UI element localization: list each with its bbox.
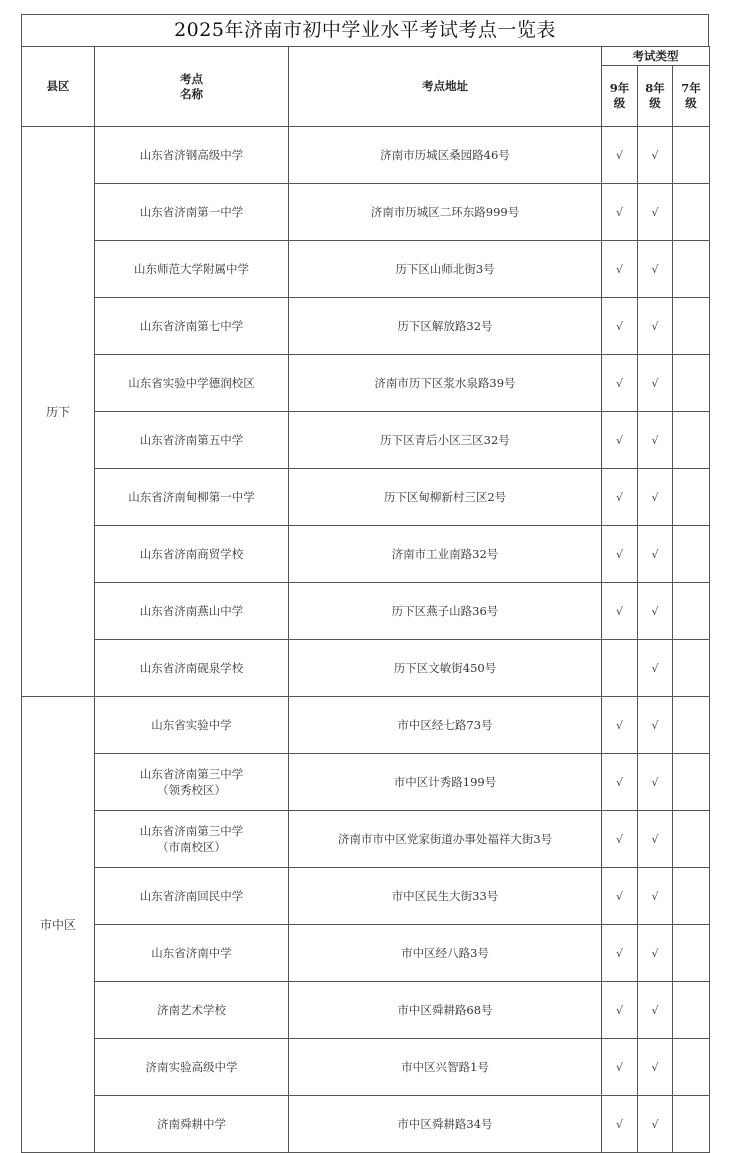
grade-8-check-cell: √	[638, 241, 673, 298]
header-district: 县区	[22, 47, 95, 127]
header-exam-type: 考试类型	[602, 47, 710, 66]
grade-7-check-cell	[673, 754, 710, 811]
site-name-cell	[95, 868, 289, 925]
grade-7-check-cell	[673, 697, 710, 754]
site-address-cell: 市中区计秀路199号	[289, 754, 602, 811]
table-row	[22, 1039, 710, 1096]
grade-9-check-cell: √	[602, 241, 638, 298]
header-site-name-line1: 考点	[180, 71, 203, 86]
grade-9-check-cell: √	[602, 526, 638, 583]
grade-8-check-cell: √	[638, 982, 673, 1039]
grade-7-check-cell	[673, 1096, 710, 1153]
grade-8-check-cell: √	[638, 697, 673, 754]
grade-7-check-cell	[673, 925, 710, 982]
table-row	[22, 697, 710, 754]
grade-7-check-cell	[673, 868, 710, 925]
grade-9-check-cell: √	[602, 811, 638, 868]
site-name-campus: （市南校区）	[157, 840, 226, 854]
site-name: 济南艺术学校	[157, 1003, 226, 1017]
table-row	[22, 868, 710, 925]
grade-9-check-cell: √	[602, 355, 638, 412]
header-address: 考点地址	[289, 47, 602, 127]
site-name: 山东省济南第一中学	[139, 205, 244, 219]
site-name-cell	[95, 1096, 289, 1153]
site-name: 山东省济南第三中学	[139, 824, 244, 838]
table-row	[22, 811, 710, 868]
site-name-cell	[95, 184, 289, 241]
grade-8-check-cell: √	[638, 184, 673, 241]
site-name: 山东省济南第三中学	[139, 767, 244, 781]
site-name: 山东省实验中学	[151, 718, 232, 732]
site-address-cell: 历下区甸柳新村三区2号	[289, 469, 602, 526]
site-name: 山东师范大学附属中学	[134, 262, 249, 276]
grade-7-check-cell	[673, 811, 710, 868]
site-name-cell	[95, 697, 289, 754]
grade-8-check-cell: √	[638, 754, 673, 811]
header-site-name	[95, 47, 289, 127]
site-name-campus: （领秀校区）	[157, 783, 226, 797]
grade-8-check-cell: √	[638, 925, 673, 982]
site-name: 山东省济南甸柳第一中学	[128, 490, 255, 504]
table-row	[22, 241, 710, 298]
site-name: 济南实验高级中学	[145, 1060, 238, 1074]
site-name-cell	[95, 127, 289, 184]
site-name: 山东省济南第五中学	[139, 433, 244, 447]
site-name-cell	[95, 640, 289, 697]
grade-8-check-cell: √	[638, 298, 673, 355]
grade-7-check-cell	[673, 469, 710, 526]
table-row	[22, 412, 710, 469]
grade-9-check-cell: √	[602, 982, 638, 1039]
grade-8-check-cell: √	[638, 1096, 673, 1153]
table-row	[22, 184, 710, 241]
site-name-cell	[95, 1039, 289, 1096]
table-row	[22, 526, 710, 583]
site-name-cell	[95, 754, 289, 811]
grade-7-check-cell	[673, 298, 710, 355]
site-name: 山东省实验中学德润校区	[128, 376, 255, 390]
grade-8-check-cell: √	[638, 412, 673, 469]
site-name-cell	[95, 412, 289, 469]
grade-8-check-cell: √	[638, 469, 673, 526]
site-address-cell: 济南市市中区党家街道办事处福祥大街3号	[289, 811, 602, 868]
table-body	[22, 127, 710, 1153]
district-cell: 历下	[22, 127, 95, 697]
table-row	[22, 355, 710, 412]
grade-7-check-cell	[673, 355, 710, 412]
site-address-cell: 济南市历城区桑园路46号	[289, 127, 602, 184]
site-address-cell: 市中区民生大街33号	[289, 868, 602, 925]
site-name: 山东省济南中学	[151, 946, 232, 960]
site-address-cell: 济南市工业南路32号	[289, 526, 602, 583]
table-row	[22, 469, 710, 526]
table-row	[22, 583, 710, 640]
table-row	[22, 127, 710, 184]
grade-8-check-cell: √	[638, 583, 673, 640]
site-name: 济南舜耕中学	[157, 1117, 226, 1131]
grade-8-check-cell: √	[638, 526, 673, 583]
grade-9-check-cell	[602, 640, 638, 697]
site-name: 山东省济南商贸学校	[139, 547, 244, 561]
site-address-cell: 历下区解放路32号	[289, 298, 602, 355]
site-name-cell	[95, 811, 289, 868]
grade-9-check-cell: √	[602, 1039, 638, 1096]
site-name-cell	[95, 298, 289, 355]
site-name-cell	[95, 241, 289, 298]
header-site-name-line2: 名称	[180, 86, 203, 101]
table-row	[22, 298, 710, 355]
table-row	[22, 925, 710, 982]
grade-7-check-cell	[673, 241, 710, 298]
header-grade8: 8年级	[638, 66, 673, 127]
grade-7-check-cell	[673, 583, 710, 640]
grade-7-check-cell	[673, 412, 710, 469]
grade-7-check-cell	[673, 184, 710, 241]
grade-8-check-cell: √	[638, 127, 673, 184]
site-name: 山东省济南砚泉学校	[139, 661, 244, 675]
grade-7-check-cell	[673, 526, 710, 583]
table-row	[22, 982, 710, 1039]
grade-8-check-cell: √	[638, 811, 673, 868]
site-name-cell	[95, 982, 289, 1039]
site-address-cell: 市中区舜耕路68号	[289, 982, 602, 1039]
grade-9-check-cell: √	[602, 754, 638, 811]
grade-8-check-cell: √	[638, 868, 673, 925]
table-row	[22, 640, 710, 697]
site-name-cell	[95, 583, 289, 640]
site-name: 山东省济南第七中学	[139, 319, 244, 333]
site-name: 山东省济南燕山中学	[139, 604, 244, 618]
site-address-cell: 市中区兴智路1号	[289, 1039, 602, 1096]
site-name-cell	[95, 925, 289, 982]
grade-7-check-cell	[673, 127, 710, 184]
exam-sites-document	[21, 14, 709, 1153]
grade-9-check-cell: √	[602, 469, 638, 526]
site-name: 山东省济南回民中学	[139, 889, 244, 903]
site-name-cell	[95, 355, 289, 412]
grade-9-check-cell: √	[602, 1096, 638, 1153]
grade-9-check-cell: √	[602, 298, 638, 355]
grade-8-check-cell: √	[638, 1039, 673, 1096]
site-address-cell: 市中区舜耕路34号	[289, 1096, 602, 1153]
district-cell: 市中区	[22, 697, 95, 1153]
site-name-cell	[95, 526, 289, 583]
site-address-cell: 济南市历城区二环东路999号	[289, 184, 602, 241]
grade-9-check-cell: √	[602, 127, 638, 184]
site-address-cell: 历下区青后小区三区32号	[289, 412, 602, 469]
table-row	[22, 1096, 710, 1153]
site-address-cell: 历下区山师北街3号	[289, 241, 602, 298]
site-name-cell	[95, 469, 289, 526]
site-name: 山东省济钢高级中学	[139, 148, 244, 162]
exam-sites-table	[21, 46, 710, 1153]
site-address-cell: 市中区经八路3号	[289, 925, 602, 982]
grade-7-check-cell	[673, 1039, 710, 1096]
site-address-cell: 历下区燕子山路36号	[289, 583, 602, 640]
grade-9-check-cell: √	[602, 868, 638, 925]
grade-7-check-cell	[673, 640, 710, 697]
grade-8-check-cell: √	[638, 355, 673, 412]
site-address-cell: 市中区经七路73号	[289, 697, 602, 754]
grade-7-check-cell	[673, 982, 710, 1039]
grade-9-check-cell: √	[602, 583, 638, 640]
document-title: 2025年济南市初中学业水平考试考点一览表	[21, 14, 709, 46]
site-address-cell: 济南市历下区浆水泉路39号	[289, 355, 602, 412]
header-grade9: 9年级	[602, 66, 638, 127]
header-grade7: 7年级	[673, 66, 710, 127]
grade-9-check-cell: √	[602, 184, 638, 241]
grade-9-check-cell: √	[602, 697, 638, 754]
grade-9-check-cell: √	[602, 925, 638, 982]
table-row	[22, 754, 710, 811]
grade-9-check-cell: √	[602, 412, 638, 469]
site-address-cell: 历下区文敏街450号	[289, 640, 602, 697]
grade-8-check-cell: √	[638, 640, 673, 697]
